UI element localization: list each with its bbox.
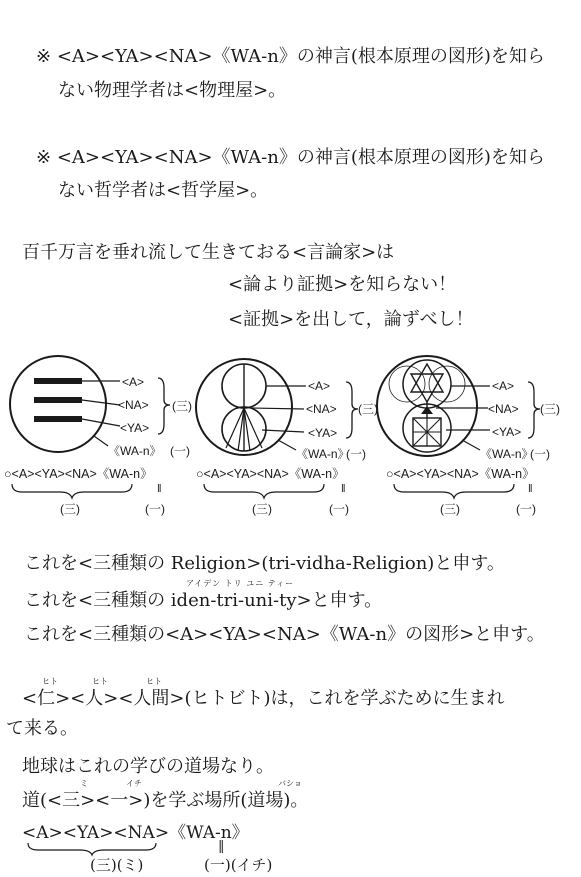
figure-2-label-ya: <YA>: [308, 426, 338, 440]
closing-line-3: <A><YA><NA>《WA-n》: [22, 823, 249, 843]
hito-line-2: て来る。: [6, 718, 78, 739]
note-1: [36, 46, 545, 68]
note-2-line-1: <A><YA><NA>《WA-n》の神言(根本原理の図形)を知ら: [56, 147, 545, 168]
note-2-line-2: ない哲学者は<哲学屋>。: [58, 180, 269, 201]
mi-ruby: ミ: [80, 779, 88, 788]
para-line-3: <証拠>を出して，論ずべし！: [228, 309, 474, 330]
figure-3-under-three: (三): [440, 502, 460, 516]
note-2-mark: ※: [36, 147, 52, 168]
basho-ruby: バショ: [278, 779, 302, 788]
figure-1-under-one: (一): [145, 502, 165, 516]
figure-1-label-one: (一): [170, 444, 190, 458]
identity-ruby: アイデン トリ ユニ ティー: [186, 579, 295, 588]
figure-3-label-ya: <YA>: [492, 425, 522, 439]
para-line-1: 百千万言を垂れ流して生きておる<言論家>は: [22, 242, 395, 263]
note-1-line-2: ない物理学者は<物理屋>。: [58, 80, 287, 101]
figure-3-under-one: (一): [516, 502, 536, 516]
names-line-2: [24, 579, 383, 612]
figure-1: [4, 356, 192, 516]
hito-ruby-3: ヒト: [146, 677, 162, 686]
names-line-2-text: これを<三種類の iden-tri-uni-ty>と申す。: [24, 590, 383, 611]
figure-three-symbols: [0, 350, 581, 530]
figure-2-under-one: (一): [329, 502, 349, 516]
figure-2-label-wan: 《WA-n》: [296, 447, 350, 461]
figure-3-label-three: (三): [540, 402, 560, 416]
figure-2-label-na: <NA>: [306, 402, 337, 416]
figure-2-label-a: <A>: [308, 379, 331, 393]
closing-line-2-text: 道(<三><一>)を学ぶ場所(道場)。: [22, 790, 309, 811]
hito-line-1: [22, 677, 505, 710]
figure-1-caption: ○<A><YA><NA>《WA-n》: [4, 467, 153, 481]
closing-line-2: [22, 779, 309, 812]
figure-1-equal: ‖: [157, 483, 162, 495]
closing-equal: ‖: [218, 839, 225, 854]
figure-1-label-three: (三): [172, 399, 192, 413]
figure-1-label-ya: <YA>: [120, 421, 150, 435]
figure-2-caption: ○<A><YA><NA>《WA-n》: [196, 467, 345, 481]
para-line-2: <論より証拠>を知らない！: [228, 274, 457, 295]
figure-2-label-three: (三): [358, 402, 378, 416]
figure-3-label-a: <A>: [492, 379, 515, 393]
figure-3-equal: ‖: [528, 483, 533, 495]
figure-2-label-one: (一): [346, 447, 366, 461]
note-2: [36, 147, 545, 169]
closing-line-1: 地球はこれの学びの道場なり。: [22, 756, 274, 777]
hito-line-1-text: <仁><人><人間>(ヒトビト)は，これを学ぶために生まれ: [22, 688, 505, 709]
closing-under-one: (一)(イチ): [204, 856, 273, 874]
closing-under-three: (三)(ミ): [90, 856, 144, 874]
figure-1-label-a: <A>: [122, 375, 145, 389]
note-1-line-1: <A><YA><NA>《WA-n》の神言(根本原理の図形)を知ら: [56, 46, 545, 67]
figure-3: [377, 356, 560, 516]
figure-3-label-one: (一): [530, 447, 550, 461]
note-1-mark: ※: [36, 46, 52, 67]
figure-2: [196, 359, 378, 516]
figure-3-label-na: <NA>: [488, 402, 519, 416]
figure-1-label-wan: 《WA-n》: [108, 444, 162, 458]
hito-ruby-2: ヒト: [92, 677, 108, 686]
figure-2-equal: ‖: [341, 483, 346, 495]
figure-1-under-three: (三): [60, 502, 80, 516]
figure-2-under-three: (三): [252, 502, 272, 516]
hito-ruby-1: ヒト: [42, 677, 58, 686]
figure-3-label-wan: 《WA-n》: [480, 447, 534, 461]
names-line-1: これを<三種類の Religion>(tri-vidha-Religion)と申す。: [24, 553, 505, 574]
ichi-ruby: イチ: [126, 779, 142, 788]
figure-1-label-na: <NA>: [118, 398, 149, 412]
names-line-3: これを<三種類の<A><YA><NA>《WA-n》の図形>と申す。: [24, 624, 545, 645]
figure-3-caption: ○<A><YA><NA>《WA-n》: [386, 467, 535, 481]
